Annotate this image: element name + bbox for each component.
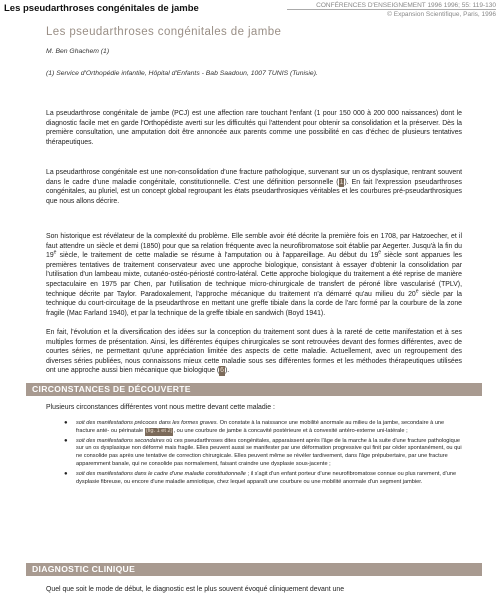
bullet-icon: ● (64, 420, 68, 426)
paragraph-text: Son historique est révélateur de la complexité du problème. Elle semble avoir été décrite la première fois en 1708, par Hatzoecher, et il faut attendre un siècle et demi (1850) pour que sa relation fréquente avec la neurofibromatose soit établie par Aegerter. Jusqu'à la fin du 19 (46, 233, 462, 260)
section-intro: Plusieurs circonstances différentes vont nous mettre devant cette maladie : (46, 404, 275, 411)
journal-citation: CONFÉRENCES D'ENSEIGNEMENT 1996 1996; 55: 119-130 (316, 2, 496, 9)
paragraph-text: siècle, le traitement de cette maladie se résume à l'amputation ou à l'appareillage. Au début du 19 (56, 252, 379, 260)
list-item (64, 420, 462, 436)
list-item-text: ; il s'agit d'un enfant porteur d'une neurofibromatose connue ou plus rarement, d'une dysplasie fibreuse, ou encore d'une maladie amniotique, chez lequel apparaît une courbure ou une mobilité anormale d'un segment jambier. (76, 470, 457, 485)
paragraph-text: siècle sont apparues les premières tentatives de traitement conservateur avec une approche biologique, consistant à essayer d'obtenir la consolidation par l'utilisation d'un lambeau mixte, cutanéo-ostéo-périosté contro-latéral. Cette approche biologique du traitement a été reprise de manière spectaculaire en 1975 par Chen, par l'utilisation de technique micro-chirurgicale de transfert de péroné libre vascularisé (TPLV), technique décrite par Taylor. Paradoxalement, l'approche mécanique du traitement n'a démarré qu'au milieu du 20 (46, 252, 462, 298)
list-item (64, 470, 462, 487)
paragraph-evolution (46, 328, 462, 376)
superscript: e (53, 249, 57, 256)
paragraph-definition (46, 168, 462, 206)
paragraph-text: ). (225, 367, 230, 375)
superscript: e (415, 288, 419, 295)
reference-link[interactable]: 1 (339, 178, 344, 186)
section-header-circonstances: CIRCONSTANCES DE DÉCOUVERTE (26, 383, 482, 396)
copyright-notice: © Expansion Scientifique, Paris, 1996 (387, 11, 496, 18)
list-item-text: où ces pseudarthroses dites congénitales, apparaissent après l'âge de la marche à la suite d'une fracture pathologique sur un os dysplasique non déformé mais fragile. Elles peuvent aussi se manifester par une déformation progressive qui finit par céder spontanément, ou qui ne consolide pas après une tentative de correction chirurgicale. Elles peuvent même se révéler tardivement, dans l'âge prépubertaire, par une fracture apparemment banale, qui ne consolide pas normalement, faisant craindre une dysplasie sous-jacente ; (76, 437, 462, 467)
article-title: Les pseudarthroses congénitales de jambe (46, 26, 282, 38)
bullet-icon: ● (64, 437, 68, 444)
list-item (64, 437, 462, 469)
list-item-lead: soit des manifestations secondaires (76, 437, 165, 444)
paragraph-text: En fait, l'évolution et la diversification des idées sur la conception du traitement sont dues à la rareté de cette manifestation et à ses multiples formes de présentation. Ainsi, les différentes équipes chirurgicales se sont retrouvées devant des formes différentes, avec de courtes séries, ne permettant qu'une appréciation limitée des aspects de cette maladie. Actuellement, avec un regroupement des diverses séries publiées, nous connaissons mieux cette maladie sous ses différentes formes et les méthodes thérapeutiques utilisées ont une approche aussi bien mécanique que biologique ( (46, 329, 462, 375)
affiliation-line: (1) Service d'Orthopédie infantile, Hôpital d'Enfants - Bab Saadoun, 1007 TUNIS (Tunisie). (46, 70, 318, 77)
superscript: e (378, 249, 382, 256)
paragraph-text: ). En fait l'expression pseudarthroses congénitales, au pluriel, est un concept global regroupant les états pseudarthrosiques véritables et les courbures pré-pseudarthrosiques que nous allons décrire. (46, 178, 462, 205)
running-header (0, 0, 500, 22)
figure-link[interactable]: (fig. 1 et 2) (145, 427, 173, 434)
section-header-diagnostic: DIAGNOSTIC CLINIQUE (26, 563, 482, 576)
author-line: M. Ben Ghachem (1) (46, 48, 110, 55)
paragraph-text: siècle par la technique du court-circuitage de la pseudarthrose en mettant une greffe tibiale dans la corde de l'arc formé par la courbure de la zone fragile (Mac Farland 1940), et par la technique de la greffe tibiale en sandwich (Boyd 1941). (46, 290, 462, 317)
circumstances-list (64, 420, 462, 486)
list-item-text: , ou une courbure de jambe à concavité postérieure et à convexité antéro-externe uni-latérale ; (173, 427, 408, 434)
running-title: Les pseudarthroses congénitales de jambe (4, 3, 199, 14)
reference-link[interactable]: 6 (220, 367, 225, 375)
bullet-icon: ● (64, 470, 68, 477)
paragraph-diagnostic: Quel que soit le mode de début, le diagnostic est le plus souvent évoqué cliniquement devant une (46, 586, 345, 593)
list-item-lead: soit des manifestations précoces dans les formes graves. (76, 420, 219, 426)
paragraph-text: La pseudarthrose congénitale est une non-consolidation d'une fracture pathologique, survenant sur un os dysplasique, rentrant souvent dans le cadre d'une maladie congénitale, constitutionnelle. C'est une définition personnelle ( (46, 169, 462, 186)
paragraph-history (46, 232, 462, 318)
list-item-text: On constate à la naissance une mobilité anormale au milieu de la jambe, secondaire à une fracture anté- ou périnatale (76, 420, 445, 434)
header-rule (287, 9, 496, 10)
list-item-lead: soit des manifestations dans le cadre d'une maladie constitutionnelle (76, 470, 246, 477)
paragraph-intro: La pseudarthrose congénitale de jambe (PCJ) est une affection rare touchant l'enfant (1 pour 150 000 à 200 000 naissances) dont le diagnostic facile met en garde l'Orthopédiste averti sur les difficultés qui l'attendent pour obtenir sa consolidation et la préserver. Dès la première consultation, une amputation doit être annoncée aux parents comme une possibilité en cas d'échec de plusieurs tentatives thérapeutiques. (46, 110, 462, 146)
